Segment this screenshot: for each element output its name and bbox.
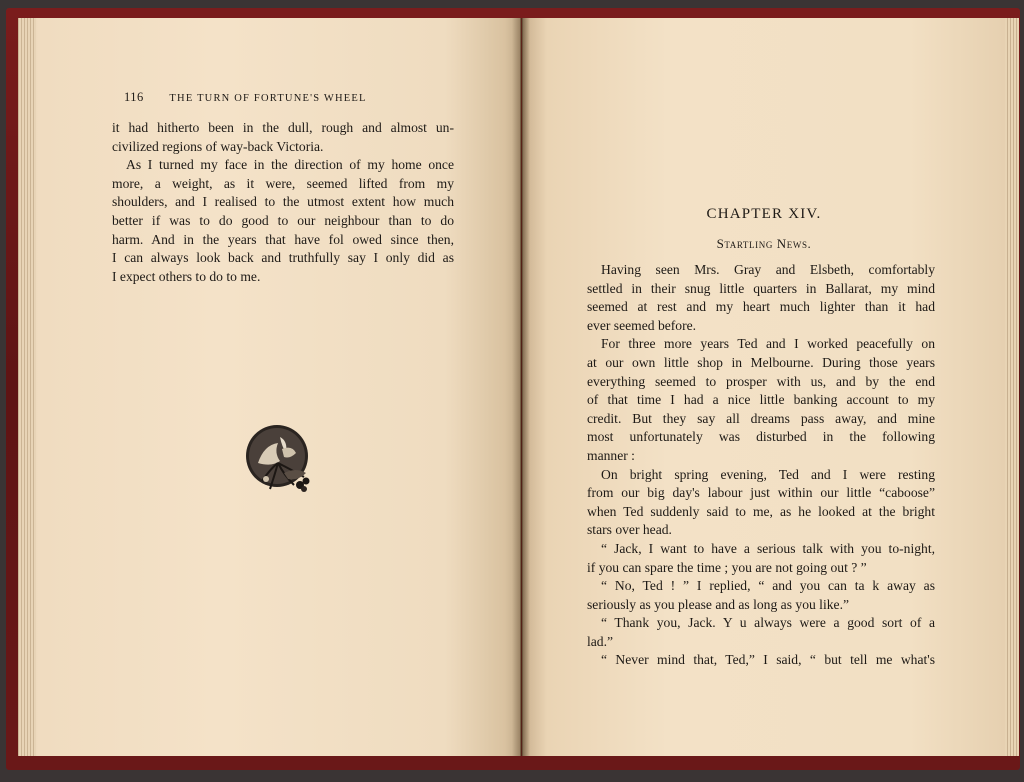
chapter-subtitle: Startling News.: [716, 236, 812, 251]
text-line: credit. But they say all dreams pass away, and mine: [587, 410, 935, 426]
text-line: Having seen Mrs. Gray and Elsbeth, comfortably: [601, 262, 935, 277]
chapter-title: CHAPTER XIV.: [706, 206, 822, 222]
text-line: “ Jack, I want to have a serious talk with you to-night,: [601, 540, 935, 556]
running-head: [124, 90, 464, 105]
text-line: I can always look back and truthfully say I only did as: [112, 250, 454, 266]
text-line: it had hitherto been in the dull, rough and almost un-: [112, 120, 454, 135]
text-line: civilized regions of way-back Victoria.: [112, 138, 324, 154]
text-line: shoulders, and I realised to the utmost extent how much: [112, 194, 454, 210]
text-line: harm. And in the years that have fol owed since then,: [112, 231, 454, 247]
text-line: As I turned my face in the direction of my home once: [126, 157, 454, 173]
text-line: if you can spare the time ; you are not going out ? ”: [587, 559, 867, 575]
text-line: manner :: [587, 447, 635, 463]
text-line: at our own little shop in Melbourne. During those years: [587, 354, 935, 370]
text-line: from our big day's labour just within our little “caboose”: [587, 485, 935, 501]
page-number: 116: [124, 90, 144, 104]
left-body-text: [112, 119, 454, 286]
running-title: THE TURN OF FORTUNE'S WHEEL: [169, 93, 367, 104]
text-line: I expect others to do to me.: [112, 268, 261, 284]
floral-vignette-icon: [244, 423, 320, 499]
text-line: “ No, Ted ! ” I replied, “ and you can ta k away as: [601, 578, 935, 594]
text-line: “ Thank you, Jack. Y u always were a good sort of a: [601, 615, 935, 631]
text-line: For three more years Ted and I worked peacefully on: [601, 336, 935, 352]
right-page: [522, 18, 1005, 756]
text-line: more, a weight, as it were, seemed lifted from my: [112, 175, 454, 191]
text-line: seemed at rest and my heart much lighter than it had: [587, 299, 935, 315]
text-line: of that time I had a nice little banking account to my: [587, 392, 935, 408]
text-line: seriously as you please and as long as you like.”: [587, 596, 849, 612]
text-line: “ Never mind that, Ted,” I said, “ but tell me what's: [601, 652, 935, 668]
text-line: everything seemed to prosper with us, and by the end: [587, 373, 935, 389]
left-page: [18, 18, 521, 756]
right-body-text: [587, 261, 935, 670]
text-line: settled in their snug little quarters in Ballarat, my mind: [587, 280, 935, 296]
text-line: stars over head.: [587, 522, 672, 538]
text-line: On bright spring evening, Ted and I were resting: [601, 466, 935, 482]
text-line: ever seemed before.: [587, 317, 697, 333]
text-line: lad.”: [587, 633, 614, 649]
text-line: better if was to do good to our neighbour than to do: [112, 212, 454, 228]
text-line: when Ted suddenly said to me, as he looked at the bright: [587, 503, 935, 519]
text-line: most unfortunately was disturbed in the following: [587, 429, 935, 445]
